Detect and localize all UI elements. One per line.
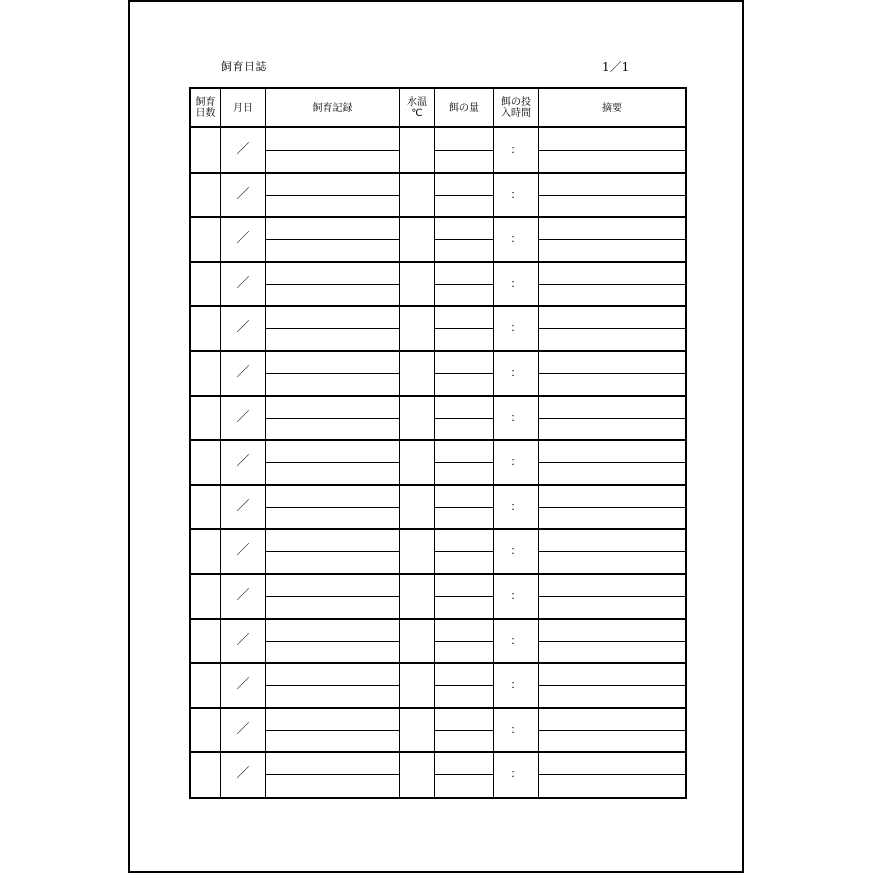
- table-row: [191, 574, 685, 619]
- time-separator: ：: [510, 232, 522, 246]
- page-number: 1／1: [602, 60, 630, 74]
- row-sub-line: [539, 685, 685, 686]
- time-separator: ：: [510, 366, 522, 379]
- row-sub-line: [539, 328, 685, 329]
- row-sub-line: [266, 284, 399, 285]
- row-sub-line: [539, 462, 685, 463]
- rearing-log-table: [189, 87, 687, 799]
- row-sub-line: [539, 596, 685, 597]
- document-title: 飼育日誌: [221, 60, 267, 73]
- row-sub-line: [435, 150, 493, 151]
- row-sub-line: [539, 774, 685, 775]
- table-row: [191, 351, 685, 396]
- table-row: [191, 529, 685, 574]
- date-separator: ／: [236, 365, 250, 380]
- row-sub-line: [266, 150, 399, 151]
- time-separator: ：: [510, 187, 522, 201]
- row-sub-line: [435, 418, 493, 419]
- date-separator: ／: [236, 588, 250, 603]
- table-row: [191, 262, 685, 307]
- date-separator: ／: [236, 275, 250, 291]
- time-separator: ：: [510, 410, 522, 424]
- date-separator: ／: [236, 677, 250, 693]
- date-separator: ／: [236, 320, 250, 336]
- date-separator: ／: [236, 142, 250, 157]
- header-days: 飼育 日数: [195, 97, 216, 119]
- table-grid: [191, 89, 685, 797]
- time-separator: ：: [510, 143, 522, 156]
- row-sub-line: [539, 641, 685, 642]
- row-sub-line: [435, 730, 493, 731]
- header-notes: 摘要: [602, 102, 622, 114]
- row-sub-line: [266, 685, 399, 686]
- row-sub-line: [539, 150, 685, 151]
- row-sub-line: [266, 418, 399, 419]
- date-separator: ／: [236, 186, 250, 202]
- row-sub-line: [266, 730, 399, 731]
- row-sub-line: [539, 418, 685, 419]
- date-separator: ／: [236, 721, 250, 737]
- date-separator: ／: [236, 409, 250, 425]
- table-row: [191, 217, 685, 262]
- row-sub-line: [266, 373, 399, 374]
- date-separator: ／: [236, 454, 250, 470]
- time-separator: ：: [510, 499, 522, 513]
- row-sub-line: [266, 641, 399, 642]
- row-sub-line: [435, 507, 493, 508]
- time-separator: ：: [510, 321, 522, 335]
- table-row: [191, 663, 685, 708]
- time-separator: ：: [510, 633, 522, 647]
- row-sub-line: [539, 730, 685, 731]
- time-separator: ：: [510, 455, 522, 469]
- date-separator: ／: [236, 766, 250, 782]
- header-feed-time: 餌の投 入時間: [501, 97, 531, 119]
- row-sub-line: [266, 462, 399, 463]
- row-sub-line: [266, 328, 399, 329]
- row-sub-line: [435, 596, 493, 597]
- table-row: [191, 173, 685, 218]
- time-separator: ：: [510, 589, 522, 602]
- table-row: [191, 619, 685, 664]
- row-sub-line: [435, 239, 493, 240]
- row-sub-line: [435, 462, 493, 463]
- date-separator: ／: [236, 632, 250, 648]
- row-sub-line: [539, 239, 685, 240]
- time-separator: ：: [510, 678, 522, 692]
- row-sub-line: [435, 551, 493, 552]
- time-separator: ：: [510, 544, 522, 558]
- row-sub-line: [266, 551, 399, 552]
- time-separator: ：: [510, 276, 522, 290]
- row-sub-line: [435, 328, 493, 329]
- row-sub-line: [539, 507, 685, 508]
- row-sub-line: [539, 551, 685, 552]
- date-separator: ／: [236, 543, 250, 559]
- row-sub-line: [266, 239, 399, 240]
- row-sub-line: [266, 507, 399, 508]
- table-row: [191, 752, 685, 797]
- table-row: [191, 396, 685, 441]
- row-sub-line: [539, 284, 685, 285]
- row-sub-line: [435, 195, 493, 196]
- header-record: 飼育記録: [312, 102, 353, 114]
- row-sub-line: [435, 373, 493, 374]
- header-water-temp: 水温 ℃: [407, 97, 427, 119]
- header-date: 月日: [233, 102, 253, 114]
- row-sub-line: [266, 195, 399, 196]
- date-separator: ／: [236, 498, 250, 514]
- row-sub-line: [266, 774, 399, 775]
- row-sub-line: [435, 641, 493, 642]
- table-row: [191, 485, 685, 530]
- table-row: [191, 306, 685, 351]
- table-row: [191, 440, 685, 485]
- time-separator: ：: [510, 722, 522, 736]
- header-feed-amount: 餌の量: [449, 102, 479, 114]
- row-sub-line: [266, 596, 399, 597]
- row-sub-line: [539, 373, 685, 374]
- row-sub-line: [435, 774, 493, 775]
- row-sub-line: [435, 284, 493, 285]
- table-row: [191, 128, 685, 173]
- table-row: [191, 708, 685, 753]
- date-separator: ／: [236, 231, 250, 247]
- time-separator: ：: [510, 767, 522, 781]
- row-sub-line: [435, 685, 493, 686]
- row-sub-line: [539, 195, 685, 196]
